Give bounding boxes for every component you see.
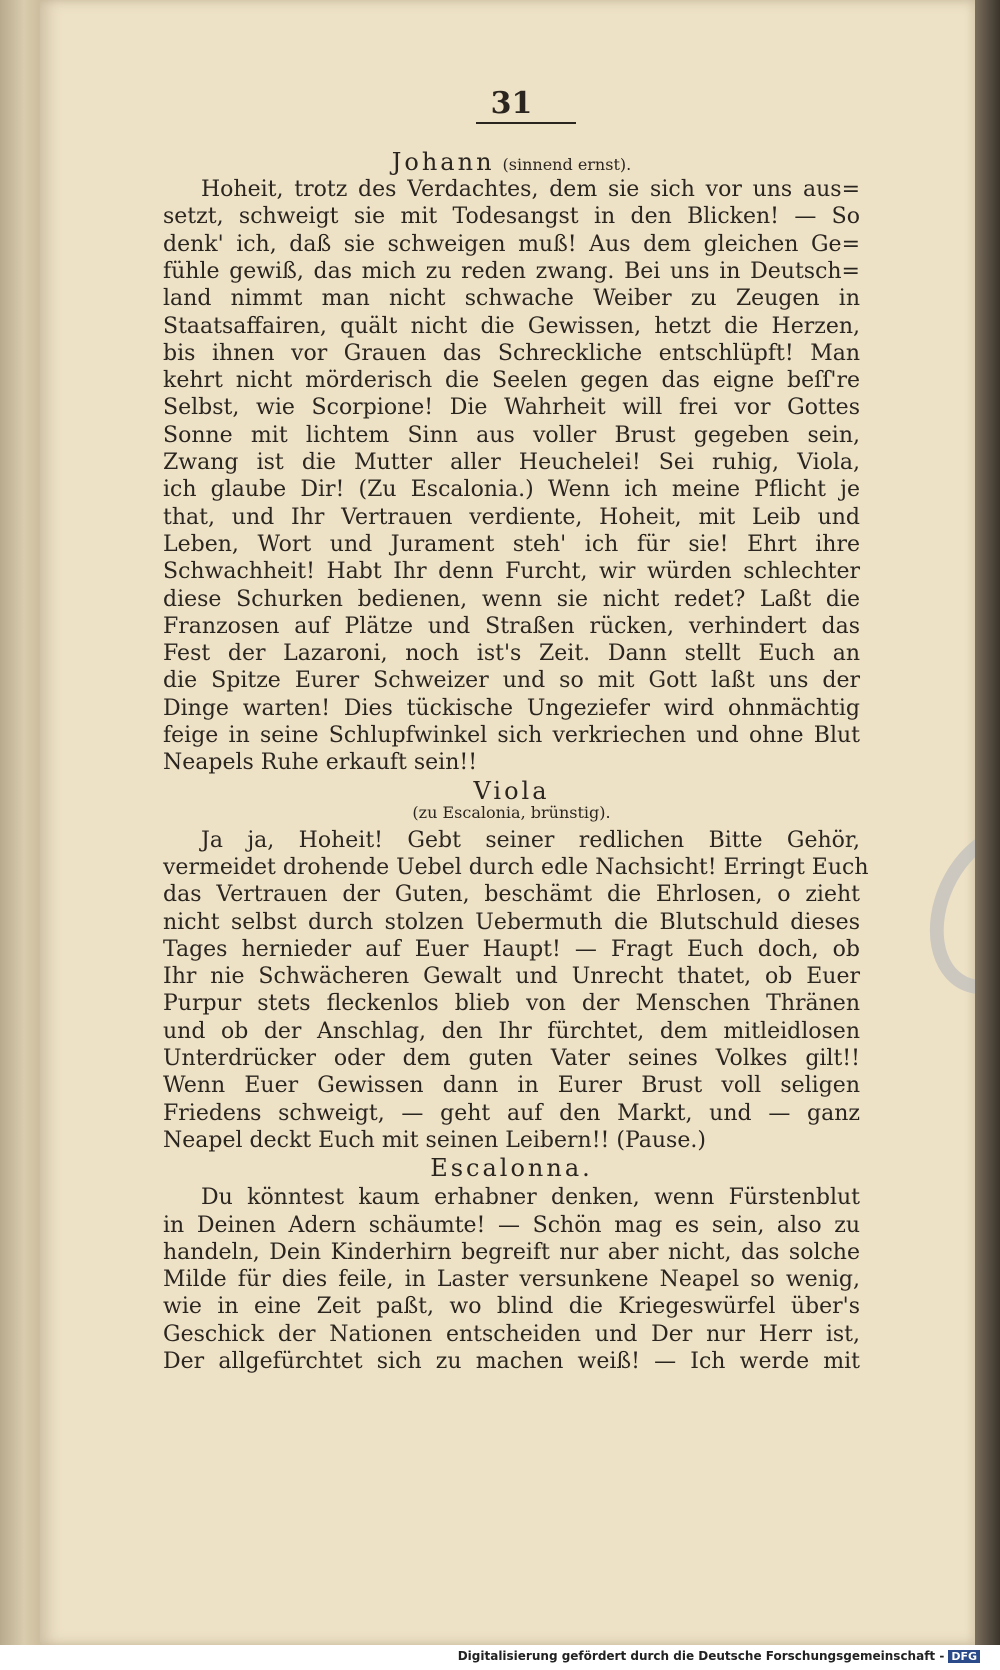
text-line: that, und Ihr Vertrauen verdiente, Hoheit, mit Leib und xyxy=(163,504,860,530)
text-line: ich glaube Dir! (Zu Escalonia.) Wenn ich meine Pflicht je xyxy=(163,477,860,503)
text-line: in Deinen Adern schäumte! — Schön mag es sein, also zu xyxy=(163,1212,860,1238)
text-line: feige in seine Schlupfwinkel sich verkriechen und ohne Blut xyxy=(163,723,860,748)
speaker2-speaker xyxy=(163,777,860,805)
text-line: bis ihnen vor Grauen das Schreckliche entschlüpft! Man xyxy=(163,340,860,366)
speaker1-speaker-name: Johann xyxy=(391,148,495,176)
text-line: Purpur stets fleckenlos blieb von der Menschen Thränen xyxy=(163,991,860,1017)
page-number: 31 xyxy=(490,86,533,121)
text-line: Selbst, wie Scorpione! Die Wahrheit will frei vor Gottes xyxy=(163,395,860,421)
text-line: und ob der Anschlag, den Ihr fürchtet, dem mitleidlosen xyxy=(163,1018,860,1044)
text-line: setzt, schweigt sie mit Todesangst in den Blicken! — So xyxy=(163,204,860,230)
book-page xyxy=(40,0,975,1645)
text-line: Zwang ist die Mutter aller Heuchelei! Sei ruhig, Viola, xyxy=(163,450,860,475)
text-line: Wenn Euer Gewissen dann in Eurer Brust voll seligen xyxy=(163,1073,860,1099)
text-line: Hoheit, trotz des Verdachtes, dem sie sich vor uns aus= xyxy=(201,177,860,202)
text-line: wie in eine Zeit paßt, wo blind die Kriegeswürfel über's xyxy=(163,1294,860,1320)
text-line: die Spitze Eurer Schweizer und so mit Gott laßt uns der xyxy=(163,668,860,694)
text-line: Sonne mit lichtem Sinn aus voller Brust gegeben sein, xyxy=(163,422,860,448)
text-line: Fest der Lazaroni, noch ist's Zeit. Dann stellt Euch an xyxy=(163,641,860,667)
text-line: kehrt nicht mörderisch die Seelen gegen das eigne beſſ're xyxy=(163,368,860,394)
text-line: Du könntest kaum erhabner denken, wenn Fürstenblut xyxy=(201,1185,860,1211)
footer-credit-text: Digitalisierung gefördert durch die Deutsche Forschungsgemeinschaft - xyxy=(457,1649,945,1663)
footer-credit xyxy=(458,1649,980,1663)
text-line: Neapel deckt Euch mit seinen Leibern!! (Pause.) xyxy=(163,1127,706,1153)
text-line: Ja ja, Hoheit! Gebt seiner redlichen Bitte Gehör, xyxy=(201,827,860,853)
speaker3-speaker xyxy=(163,1154,860,1182)
text-line: Leben, Wort und Jurament steh' ich für sie! Ehrt ihre xyxy=(163,531,860,557)
text-line: vermeidet drohende Uebel durch edle Nachsicht! Erringt Euch xyxy=(163,854,869,880)
text-line: denk' ich, daß sie schweigen muß! Aus dem gleichen Ge= xyxy=(163,231,860,257)
speaker2-speaker-name: Viola xyxy=(473,776,550,805)
text-line: Franzosen auf Plätze und Straßen rücken, verhindert das xyxy=(163,613,860,639)
text-line: Geschick der Nationen entscheiden und Der nur Herr ist, xyxy=(163,1321,860,1347)
text-line: fühle gewiß, das mich zu reden zwang. Bei uns in Deutsch= xyxy=(163,258,860,284)
text-line: handeln, Dein Kinderhirn begreift nur aber nicht, das solche xyxy=(163,1239,860,1265)
dfg-logo: DFG xyxy=(948,1650,980,1663)
speaker1-speaker xyxy=(163,148,860,176)
speaker2-stage-direction: (zu Escalonia, brünstig). xyxy=(412,802,611,822)
speaker1-stage-direction: (sinnend ernst). xyxy=(502,155,632,174)
text-line: nicht selbst durch stolzen Uebermuth die Blutschuld dieses xyxy=(163,909,860,935)
text-line: Friedens schweigt, — geht auf den Markt, und — ganz xyxy=(163,1100,860,1126)
text-line: Milde für dies feile, in Laster versunkene Neapel so wenig, xyxy=(163,1267,860,1293)
text-line: Neapels Ruhe erkauft sein!! xyxy=(163,750,478,776)
text-line: diese Schurken bedienen, wenn sie nicht redet? Laßt die xyxy=(163,586,860,612)
text-line: Schwachheit! Habt Ihr denn Furcht, wir würden schlechter xyxy=(163,559,860,585)
book-gutter xyxy=(0,0,40,1645)
speaker3-speaker-name: Escalonna. xyxy=(430,1154,593,1183)
text-line: Unterdrücker oder dem guten Vater seines Volkes gilt!! xyxy=(163,1046,860,1071)
page-edge xyxy=(975,0,1000,1645)
page-number-rule xyxy=(476,122,576,124)
text-line: Der allgefürchtet sich zu machen weiß! — Ich werde mit xyxy=(163,1349,860,1374)
text-line: Dinge warten! Dies tückische Ungeziefer wird ohnmächtig xyxy=(163,695,860,721)
text-line: land nimmt man nicht schwache Weiber zu Zeugen in xyxy=(163,286,860,312)
text-line: Tages hernieder auf Euer Haupt! — Fragt Euch doch, ob xyxy=(163,936,860,962)
text-line: das Vertrauen der Guten, beschämt die Ehrlosen, o zieht xyxy=(163,882,860,908)
text-line: Staatsaffairen, quält nicht die Gewissen, hetzt die Herzen, xyxy=(163,313,860,339)
footer-bar xyxy=(0,1645,1000,1670)
text-line: Ihr nie Schwächeren Gewalt und Unrecht thatet, ob Euer xyxy=(163,964,860,990)
